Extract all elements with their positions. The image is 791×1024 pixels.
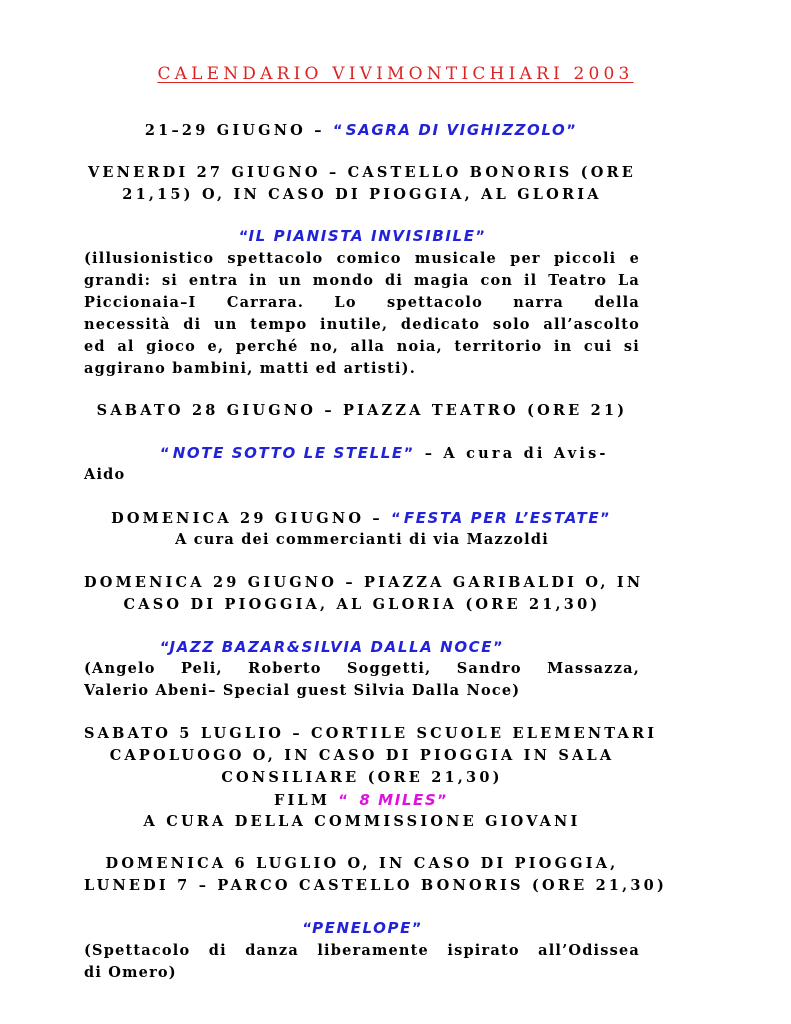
event-jazz-location: CASO DI PIOGGIA, AL GLORIA (ORE 21,30) [123, 596, 601, 613]
event-penelope-desc-line: di Omero) [84, 964, 177, 981]
event-jazz-desc-line: (Angelo Peli, Roberto Soggetti, Sandro Massazza, [84, 660, 640, 677]
event-jazz-date: DOMENICA 29 GIUGNO – PIAZZA GARIBALDI O, IN [84, 574, 644, 591]
event-penelope-desc-line: (Spettacolo di danza liberamente ispirato all’Odissea [84, 942, 640, 959]
event-pianista-desc-line: aggirano bambini, matti ed artisti). [84, 360, 416, 377]
event-pianista-location: 21,15) O, IN CASO DI PIOGGIA, AL GLORIA [122, 186, 602, 203]
event-film-title: 8 MILES [359, 791, 438, 809]
event-penelope-heading: “PENELOPE” [302, 919, 422, 937]
event-pianista-title: IL PIANISTA INVISIBILE [248, 227, 476, 245]
event-note-date: SABATO 28 GIUGNO – PIAZZA TEATRO (ORE 21) [96, 402, 628, 419]
event-festa-organizer: A cura dei commercianti di via Mazzoldi [175, 531, 549, 548]
event-film-heading: FILM “ 8 MILES” [273, 791, 451, 809]
event-penelope-date: DOMENICA 6 LUGLIO O, IN CASO DI PIOGGIA, [105, 855, 619, 872]
event-pianista-desc-line: ed al gioco e, perché no, alla noia, territorio in cui si [84, 338, 640, 355]
event-penelope-title: PENELOPE [312, 919, 412, 937]
event-pianista-desc-line: necessità di un tempo inutile, dedicato solo all’ascolto [84, 316, 640, 333]
document-title: CALENDARIO VIVIMONTICHIARI 2003 [157, 64, 634, 84]
event-note-organizer: Aido [84, 466, 126, 483]
event-pianista-desc-line: grandi: si entra in un mondo di magia con il Teatro La [84, 272, 640, 289]
event-jazz-title: JAZZ BAZAR&SILVIA DALLA NOCE [169, 638, 494, 656]
event-pianista-date: VENERDI 27 GIUGNO – CASTELLO BONORIS (ORE [87, 164, 637, 181]
event-jazz-desc-line: Valerio Abeni– Special guest Silvia Dalla Noce) [84, 682, 521, 699]
event-sagra-heading: 21–29 GIUGNO – “SAGRA DI VIGHIZZOLO” [144, 121, 580, 139]
event-pianista-heading: “IL PIANISTA INVISIBILE” [238, 227, 486, 245]
event-note-title: NOTE SOTTO LE STELLE [172, 444, 404, 462]
event-film-organizer: A CURA DELLA COMMISSIONE GIOVANI [143, 813, 581, 830]
event-film-location-alt: CONSILIARE (ORE 21,30) [221, 769, 503, 786]
event-sagra-title: SAGRA DI VIGHIZZOLO [345, 121, 567, 139]
event-film-date: SABATO 5 LUGLIO – CORTILE SCUOLE ELEMENTARI [84, 725, 658, 742]
event-pianista-desc-line: Piccionaia–I Carrara. Lo spettacolo narra della [84, 294, 640, 311]
event-film-location: CAPOLUOGO O, IN CASO DI PIOGGIA IN SALA [109, 747, 615, 764]
event-festa-heading: DOMENICA 29 GIUGNO – “FESTA PER L’ESTATE” [111, 509, 613, 527]
event-pianista-desc-line: (illusionistico spettacolo comico musicale per piccoli e [84, 250, 640, 267]
event-festa-title: FESTA PER L’ESTATE [403, 509, 601, 527]
event-penelope-location: LUNEDI 7 – PARCO CASTELLO BONORIS (ORE 21,30) [84, 877, 668, 894]
event-jazz-heading: “JAZZ BAZAR&SILVIA DALLA NOCE” [160, 638, 503, 656]
event-note-heading: “NOTE SOTTO LE STELLE” – A cura di Avis- [160, 444, 609, 462]
